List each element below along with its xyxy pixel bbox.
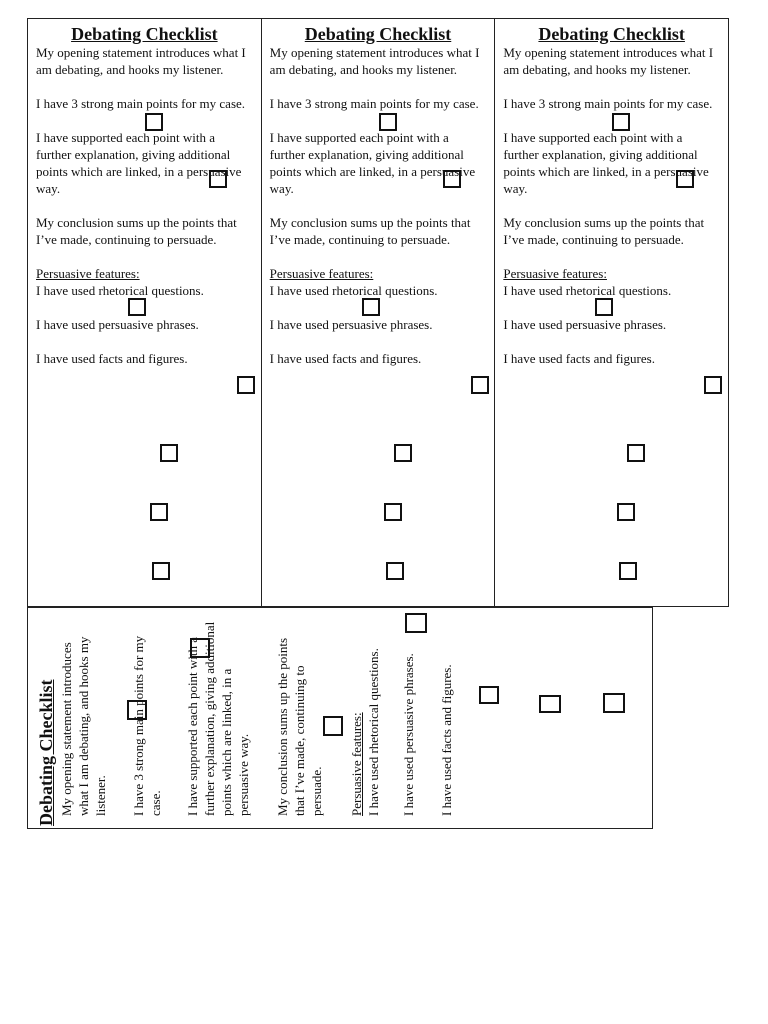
- opening-statement-item: My opening statement introduces what I am debating, and hooks my listener.: [59, 636, 108, 816]
- rhetorical-questions-item: I have used rhetorical questions.: [503, 283, 672, 298]
- checklist-cards: [27, 18, 729, 607]
- opening-statement-item: My opening statement introduces what I am debating, and hooks my listener.: [503, 45, 714, 77]
- conclusion-item: My conclusion sums up the points that I’ve made, continuing to persuade.: [36, 215, 237, 247]
- phrases-column: [400, 616, 417, 816]
- checklist-card-1: [28, 19, 261, 606]
- checklist-body: [262, 44, 495, 367]
- persuasive-features-heading: Persuasive features:: [269, 266, 374, 281]
- conclusion-item: My conclusion sums up the points that I’ve made, continuing to persuade.: [275, 637, 324, 816]
- persuasive-phrases-item: I have used persuasive phrases.: [269, 317, 433, 332]
- conclusion-column: [274, 616, 325, 816]
- facts-figures-item: I have used facts and figures.: [36, 351, 188, 366]
- checkbox[interactable]: [127, 700, 147, 720]
- supported-points-item: I have supported each point with a further explanation, giving additional points which are linked, in a persuasive way.: [36, 130, 242, 196]
- opening-statement-item: My opening statement introduces what I am debating, and hooks my listener.: [36, 45, 246, 77]
- facts-column: [438, 616, 455, 816]
- checkbox[interactable]: [612, 113, 630, 131]
- checkbox[interactable]: [627, 444, 645, 462]
- rotated-checklist-card: [27, 607, 653, 829]
- facts-figures-item: I have used facts and figures.: [439, 664, 454, 816]
- checkbox[interactable]: [603, 693, 625, 713]
- checkbox[interactable]: [145, 113, 163, 131]
- checkbox[interactable]: [676, 170, 694, 188]
- checkbox[interactable]: [362, 298, 380, 316]
- checklist-card-3: [494, 19, 728, 606]
- checkbox[interactable]: [152, 562, 170, 580]
- supported-points-item: I have supported each point with a further explanation, giving additional points which are linked, in a persuasive way.: [269, 130, 476, 196]
- rotated-checklist-content: [28, 608, 454, 829]
- persuasive-phrases-item: I have used persuasive phrases.: [503, 317, 667, 332]
- opening-statement-item: My opening statement introduces what I am debating, and hooks my listener.: [269, 45, 480, 77]
- checkbox[interactable]: [128, 298, 146, 316]
- checkbox[interactable]: [471, 376, 489, 394]
- checkbox[interactable]: [237, 376, 255, 394]
- strong-points-item: I have 3 strong main points for my case.: [36, 96, 246, 111]
- facts-figures-item: I have used facts and figures.: [269, 351, 422, 366]
- checklist-card-2: [261, 19, 495, 606]
- checklist-body: [28, 44, 261, 367]
- supported-points-item: I have supported each point with a further explanation, giving additional points which are linked, in a persuasive way.: [503, 130, 709, 196]
- persuasive-features-heading: Persuasive features:: [503, 266, 607, 281]
- persuasive-features-heading: Persuasive features:: [349, 712, 364, 816]
- checkbox[interactable]: [150, 503, 168, 521]
- checkbox[interactable]: [704, 376, 722, 394]
- checkbox[interactable]: [479, 686, 499, 704]
- checkbox[interactable]: [405, 613, 427, 633]
- rhetorical-questions-item: I have used rhetorical questions.: [36, 283, 204, 298]
- checkbox[interactable]: [443, 170, 461, 188]
- strong-points-item: I have 3 strong main points for my case.: [131, 635, 163, 816]
- checklist-title: Debating Checklist: [36, 679, 56, 826]
- checklist-body: [495, 44, 728, 367]
- checklist-title: Debating Checklist: [71, 24, 218, 44]
- opening-column: [58, 616, 109, 816]
- supported-points-item: I have supported each point with a further explanation, giving additional points which are linked, in a persuasive way.: [185, 621, 251, 816]
- checkbox[interactable]: [379, 113, 397, 131]
- conclusion-item: My conclusion sums up the points that I’ve made, continuing to persuade.: [503, 215, 705, 247]
- checklist-title: Debating Checklist: [304, 24, 452, 44]
- checkbox[interactable]: [384, 503, 402, 521]
- facts-figures-item: I have used facts and figures.: [503, 351, 655, 366]
- rhetorical-questions-item: I have used rhetorical questions.: [269, 283, 438, 298]
- checkbox[interactable]: [386, 562, 404, 580]
- checkbox[interactable]: [539, 695, 561, 713]
- checklist-title: Debating Checklist: [538, 24, 685, 44]
- checkbox[interactable]: [595, 298, 613, 316]
- persuasive-features-heading: Persuasive features:: [36, 266, 140, 281]
- strong-points-item: I have 3 strong main points for my case.: [269, 96, 479, 111]
- checkbox[interactable]: [619, 562, 637, 580]
- checkbox[interactable]: [323, 716, 343, 736]
- checkbox[interactable]: [617, 503, 635, 521]
- checkbox[interactable]: [394, 444, 412, 462]
- checkbox[interactable]: [160, 444, 178, 462]
- persuasive-column: [348, 616, 382, 816]
- rhetorical-questions-item: I have used rhetorical questions.: [366, 648, 381, 816]
- persuasive-phrases-item: I have used persuasive phrases.: [401, 653, 416, 816]
- persuasive-phrases-item: I have used persuasive phrases.: [36, 317, 199, 332]
- conclusion-item: My conclusion sums up the points that I’ve made, continuing to persuade.: [269, 215, 471, 247]
- checkbox[interactable]: [190, 638, 210, 658]
- strong-points-item: I have 3 strong main points for my case.: [503, 96, 713, 111]
- checkbox[interactable]: [209, 170, 227, 188]
